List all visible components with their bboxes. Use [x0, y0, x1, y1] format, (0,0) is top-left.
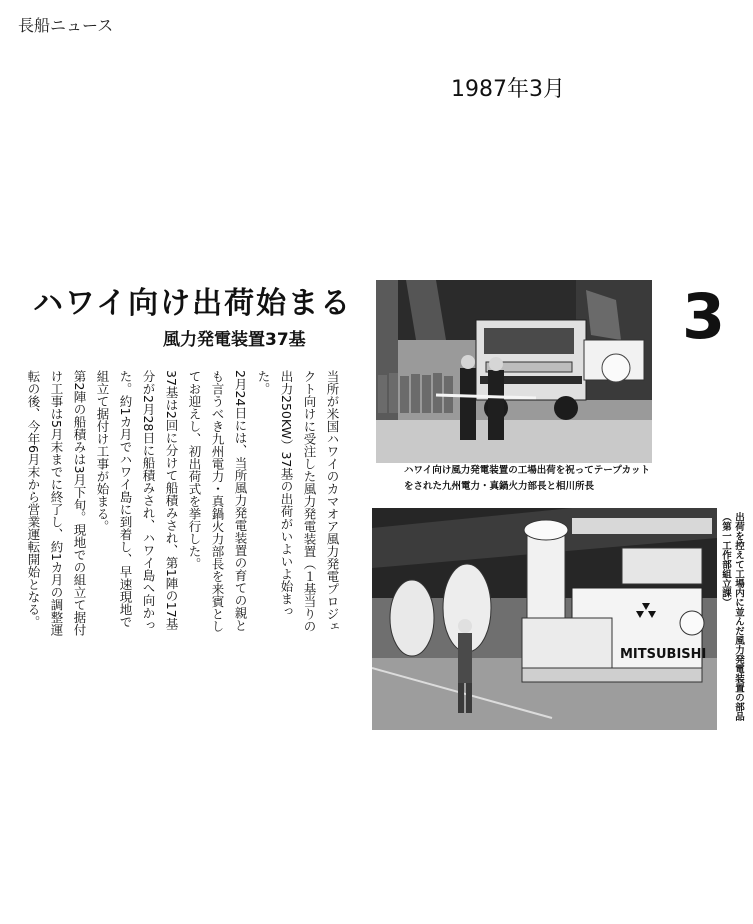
article-headline: ハワイ向け出荷始まる — [33, 286, 353, 321]
issue-date: 1987年3月 — [451, 77, 565, 102]
bottom-photo-caption-text: 出荷を控えて工場内に並んだ風力発電装置の部品（第一工作部組立課） — [720, 512, 744, 721]
article-body — [14, 370, 344, 640]
ceremony-photo — [376, 280, 652, 463]
bottom-photo-caption — [719, 512, 749, 732]
top-photo-caption: ハワイ向け風力発電装置の工場出荷を祝ってテープカットをされた九州電力・真鍋火力部長と相川所長 — [404, 465, 651, 492]
mitsubishi-logo-text: MITSUBISHI — [620, 647, 707, 662]
article-subheadline: 風力発電装置37基 — [163, 330, 306, 350]
article-paragraph: 第2陣の船積みは3月下旬。現地での組立て据付け工事は5月末までに終了し、約1カ月の調整運転の後、今年6月末から営業運転開始となる。 — [26, 370, 87, 636]
article-paragraph: 当所が米国ハワイのカマオア風力発電プロジェクト向けに受注した風力発電装置（１基当りの出力250KW）37基の出荷がいよいよ始まった。 — [256, 370, 340, 633]
factory-photo — [372, 508, 717, 730]
page-number: 3 — [682, 280, 726, 353]
article-paragraph: 2月24日には、当所風力発電装置の育ての親とも言うべき九州電力・真鍋火力部長を来賓としてお迎えし、初出荷式を挙行した。 — [187, 370, 248, 633]
publication-title: 長船ニュース — [18, 16, 114, 35]
article-paragraph: 37基は2回に分けて船積みされ、第1陣の17基分が2月28日に船積みされ、ハワイ島へ向かった。約1カ月でハワイ島に到着し、早速現地で組立て据付け工事が始まる。 — [95, 370, 179, 632]
